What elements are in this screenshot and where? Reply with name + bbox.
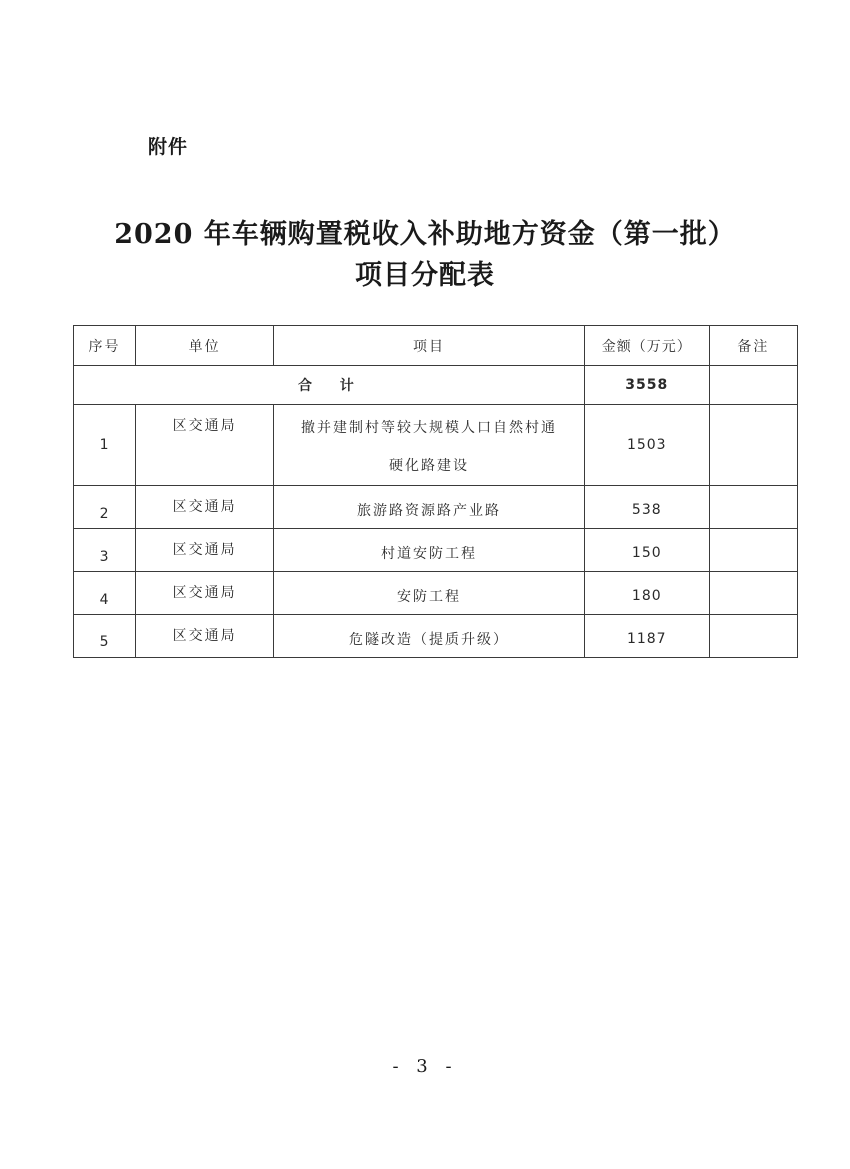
table-total-row: [74, 366, 798, 405]
row-amount: 150: [584, 529, 709, 572]
row-amount: 180: [584, 572, 709, 615]
total-label: 合 计: [74, 366, 585, 405]
row-amount: 1187: [584, 615, 709, 658]
total-amount: 3558: [584, 366, 709, 405]
row-note: [709, 572, 797, 615]
row-project: 村道安防工程: [274, 529, 584, 572]
row-no: 3: [74, 529, 136, 572]
row-unit: 区交通局: [136, 572, 274, 615]
row-no: 1: [74, 405, 136, 486]
row-unit: 区交通局: [136, 405, 274, 486]
row-project: 安防工程: [274, 572, 584, 615]
row-project: 危隧改造（提质升级）: [274, 615, 584, 658]
row-amount: 1503: [584, 405, 709, 486]
table-row: [74, 615, 798, 658]
table-row: [74, 405, 798, 486]
row-project: 撤并建制村等较大规模人口自然村通硬化路建设: [274, 405, 584, 486]
header-no: 序号: [74, 326, 136, 366]
page-number: - 3 -: [392, 1056, 458, 1077]
table-row: [74, 486, 798, 529]
row-note: [709, 529, 797, 572]
table-header-row: [74, 326, 798, 366]
table-row: [74, 529, 798, 572]
attachment-label: 附件: [148, 136, 189, 158]
row-note: [709, 486, 797, 529]
row-amount: 538: [584, 486, 709, 529]
header-note: 备注: [709, 326, 797, 366]
header-amount: 金额（万元）: [584, 326, 709, 366]
row-unit: 区交通局: [136, 529, 274, 572]
header-project: 项目: [274, 326, 584, 366]
total-note: [709, 366, 797, 405]
row-no: 4: [74, 572, 136, 615]
row-no: 5: [74, 615, 136, 658]
document-title-line-1: 2020 年车辆购置税收入补助地方资金（第一批）: [114, 219, 736, 250]
row-unit: 区交通局: [136, 486, 274, 529]
document-title-line-2: 项目分配表: [355, 260, 495, 291]
row-no: 2: [74, 486, 136, 529]
row-note: [709, 615, 797, 658]
allocation-table: [73, 325, 798, 658]
table-row: [74, 572, 798, 615]
row-note: [709, 405, 797, 486]
header-unit: 单位: [136, 326, 274, 366]
row-unit: 区交通局: [136, 615, 274, 658]
row-project: 旅游路资源路产业路: [274, 486, 584, 529]
